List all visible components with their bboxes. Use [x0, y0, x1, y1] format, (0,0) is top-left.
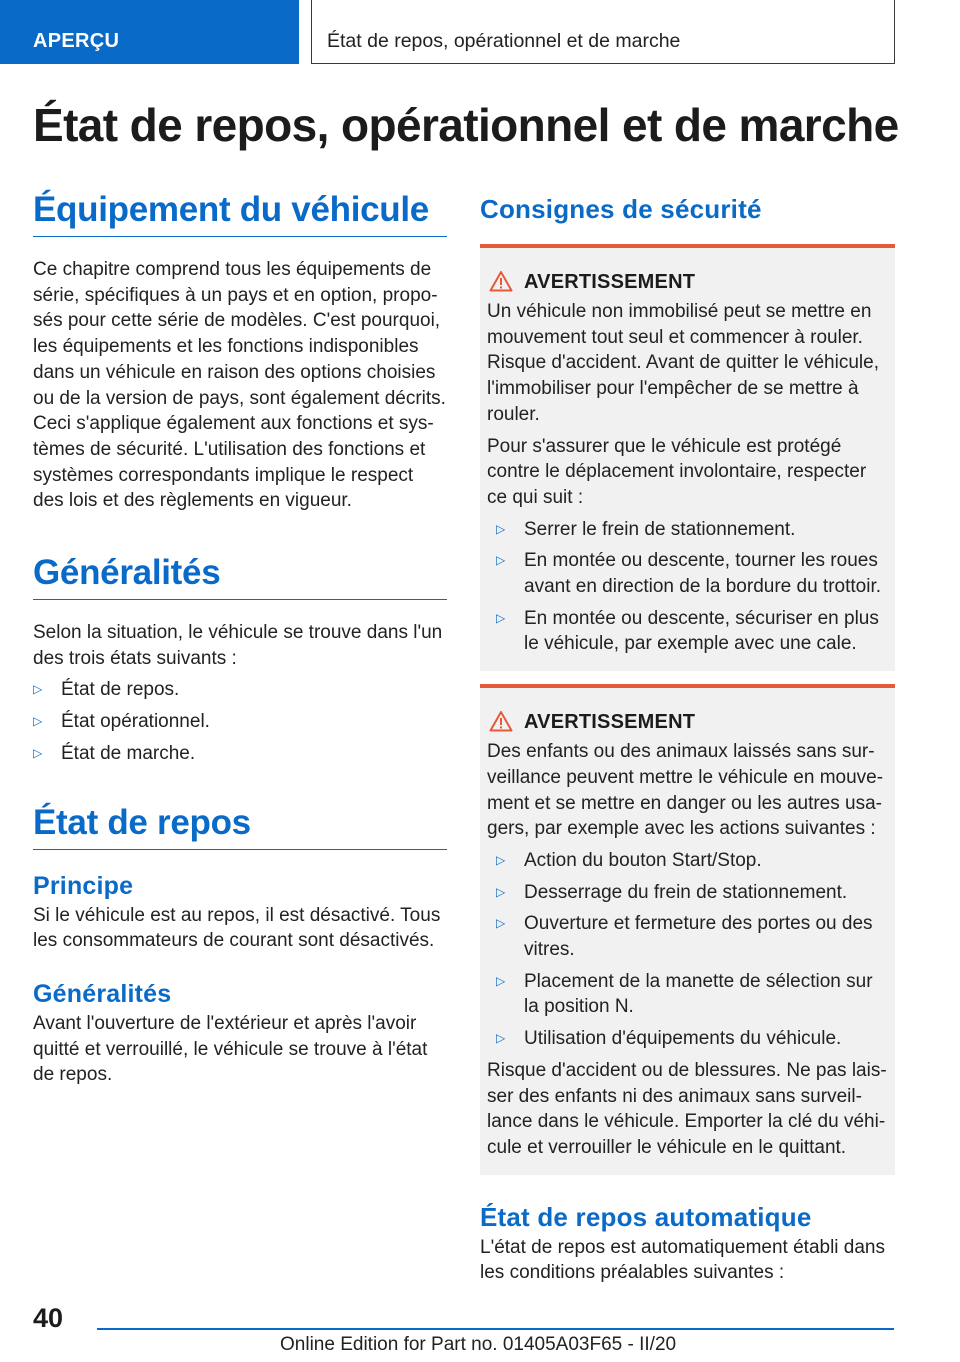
list-item-text: En montée ou descente, tourner les roues: [524, 550, 878, 572]
warning-title: [487, 268, 888, 296]
list-item-text: État de marche.: [61, 742, 196, 764]
text-line: systèmes correspondants implique le respect: [33, 464, 414, 486]
triangle-bullet-icon: ▷: [496, 553, 506, 568]
right-column: [480, 190, 895, 1286]
list-item-text: Serrer le frein de stationnement.: [524, 518, 796, 540]
warning-title-text: AVERTISSEMENT: [524, 271, 696, 293]
text-line: mouvement tout seul et commencer à rouler.: [487, 326, 863, 348]
text-line: Un véhicule non immobilisé peut se mettre en: [487, 301, 872, 322]
footer-divider: [97, 1328, 894, 1330]
text-line: contre le déplacement involontaire, respecter: [487, 461, 867, 483]
warning-box-2: [480, 684, 895, 1175]
text-line: Selon la situation, le véhicule se trouve dans l'un: [33, 622, 443, 644]
warning-triangle-icon: [489, 710, 513, 732]
text-line: veillance peuvent mettre le véhicule en mouve-: [487, 766, 884, 788]
page-title: État de repos, opérationnel et de marche: [33, 99, 899, 151]
states-list: [33, 677, 447, 766]
warning-box-1: [480, 244, 895, 671]
warning-triangle-icon: [489, 270, 513, 292]
text-line: Risque d'accident ou de blessures. Ne pas lais-: [487, 1059, 887, 1081]
list-item-text: la position N.: [524, 996, 634, 1018]
list-item-text: vitres.: [524, 939, 575, 961]
list-item-text: En montée ou descente, sécuriser en plus: [524, 607, 879, 629]
triangle-bullet-icon: ▷: [496, 610, 506, 625]
principle-paragraph: [33, 903, 447, 954]
triangle-bullet-icon: ▷: [496, 1031, 506, 1046]
list-item-text: Utilisation d'équipements du véhicule.: [524, 1028, 842, 1050]
text-line: Pour s'assurer que le véhicule est protégé: [487, 435, 842, 457]
text-line: de repos.: [33, 1064, 113, 1086]
heading-equipment: Équipement du véhicule: [33, 190, 447, 237]
text-line: ou de la version de pays, sont également décrits.: [33, 387, 446, 409]
list-item: [496, 1026, 888, 1052]
text-line: ser des enfants ni des animaux sans surveil-: [487, 1085, 862, 1107]
triangle-bullet-icon: ▷: [496, 973, 506, 988]
list-item-text: Action du bouton Start/Stop.: [524, 849, 762, 871]
list-item: [496, 606, 888, 657]
list-item-text: le véhicule, par exemple avec une cale.: [524, 633, 857, 655]
warning-paragraph: [487, 739, 888, 842]
text-line: ment et se mettre en danger ou les autres usa-: [487, 792, 882, 814]
list-item: [496, 548, 888, 599]
text-line: quitté et verrouillé, le véhicule se trouve à l'état: [33, 1038, 428, 1060]
text-line: Ceci s'applique également aux fonctions et sys-: [33, 413, 434, 435]
text-line: des trois états suivants :: [33, 647, 237, 669]
list-item: [496, 911, 888, 962]
text-line: ce qui suit :: [487, 486, 584, 508]
text-line: rouler.: [487, 403, 540, 425]
section-tab-label: APERÇU: [33, 30, 120, 52]
list-item: [496, 969, 888, 1020]
text-line: l'immobiliser pour l'empêcher de se mettre à: [487, 378, 859, 400]
warning-list: [487, 517, 888, 658]
text-line: série, spécifiques à un pays et en option, propo-: [33, 284, 438, 306]
triangle-bullet-icon: ▷: [33, 714, 43, 729]
text-line: les consommateurs de courant sont désactivés.: [33, 930, 435, 952]
list-item: [33, 709, 447, 735]
chapter-header: [311, 0, 895, 64]
warning-paragraph: [487, 434, 888, 511]
heading-generalities: Généralités: [33, 553, 447, 600]
list-item: [496, 848, 888, 874]
generalities-intro: [33, 620, 447, 671]
text-line: Si le véhicule est au repos, il est désactivé. Tous: [33, 904, 441, 926]
list-item: [33, 677, 447, 703]
text-line: dans un véhicule en raison des options choisies: [33, 361, 436, 383]
warning-title: [487, 708, 888, 736]
list-item-text: État de repos.: [61, 679, 180, 701]
page-number: 40: [33, 1303, 64, 1333]
text-line: lance dans le véhicule. Emporter la clé du véhi-: [487, 1111, 886, 1133]
footer-edition: Online Edition for Part no. 01405A03F65 - II/20: [280, 1334, 677, 1355]
list-item-text: Ouverture et fermeture des portes ou des: [524, 913, 873, 935]
triangle-bullet-icon: ▷: [496, 884, 506, 899]
heading-rest-state: État de repos: [33, 803, 447, 850]
text-line: gers, par exemple avec les actions suivantes :: [487, 818, 876, 840]
chapter-header-title: État de repos, opérationnel et de marche: [327, 30, 681, 52]
text-line: Des enfants ou des animaux laissés sans sur-: [487, 741, 875, 763]
heading-rest-generalities: Généralités: [33, 979, 172, 1008]
triangle-bullet-icon: ▷: [33, 745, 43, 760]
text-line: des lois et des règlements en vigueur.: [33, 490, 352, 512]
list-item-text: Placement de la manette de sélection sur: [524, 970, 873, 992]
text-line: Avant l'ouverture de l'extérieur et après l'avoir: [33, 1012, 417, 1034]
warning-paragraph: [487, 299, 888, 428]
heading-safety: Consignes de sécurité: [480, 194, 762, 224]
list-item: [496, 880, 888, 906]
heading-principle: Principe: [33, 871, 134, 900]
warning-list: [487, 848, 888, 1052]
triangle-bullet-icon: ▷: [496, 521, 506, 536]
warning-title-text: AVERTISSEMENT: [524, 711, 696, 734]
list-item-text: État opérationnel.: [61, 711, 210, 733]
text-line: sés pour cette série de modèles. C'est pourquoi,: [33, 310, 441, 332]
text-line: cule et verrouiller le véhicule en le quittant.: [487, 1136, 847, 1158]
text-line: tèmes de sécurité. L'utilisation des fonctions et: [33, 438, 426, 460]
triangle-bullet-icon: ▷: [496, 852, 506, 867]
auto-rest-paragraph: [480, 1235, 895, 1286]
text-line: Risque d'accident. Avant de quitter le véhicule,: [487, 352, 879, 374]
triangle-bullet-icon: ▷: [33, 682, 43, 697]
section-tab[interactable]: [0, 0, 299, 64]
text-line: L'état de repos est automatiquement établi dans: [480, 1236, 886, 1258]
equipment-paragraph: [33, 257, 447, 514]
text-line: les conditions préalables suivantes :: [480, 1262, 785, 1284]
list-item-text: Desserrage du frein de stationnement.: [524, 881, 848, 903]
text-line: Ce chapitre comprend tous les équipements de: [33, 259, 432, 280]
left-column: [33, 190, 447, 1088]
list-item: [33, 741, 447, 767]
list-item-text: avant en direction de la bordure du trottoir.: [524, 576, 882, 598]
rest-generalities-paragraph: [33, 1011, 447, 1088]
warning-paragraph: [487, 1058, 888, 1161]
heading-auto-rest: État de repos automatique: [480, 1201, 812, 1232]
text-line: les équipements et les fonctions indisponibles: [33, 336, 419, 358]
triangle-bullet-icon: ▷: [496, 916, 506, 931]
list-item: [496, 517, 888, 543]
